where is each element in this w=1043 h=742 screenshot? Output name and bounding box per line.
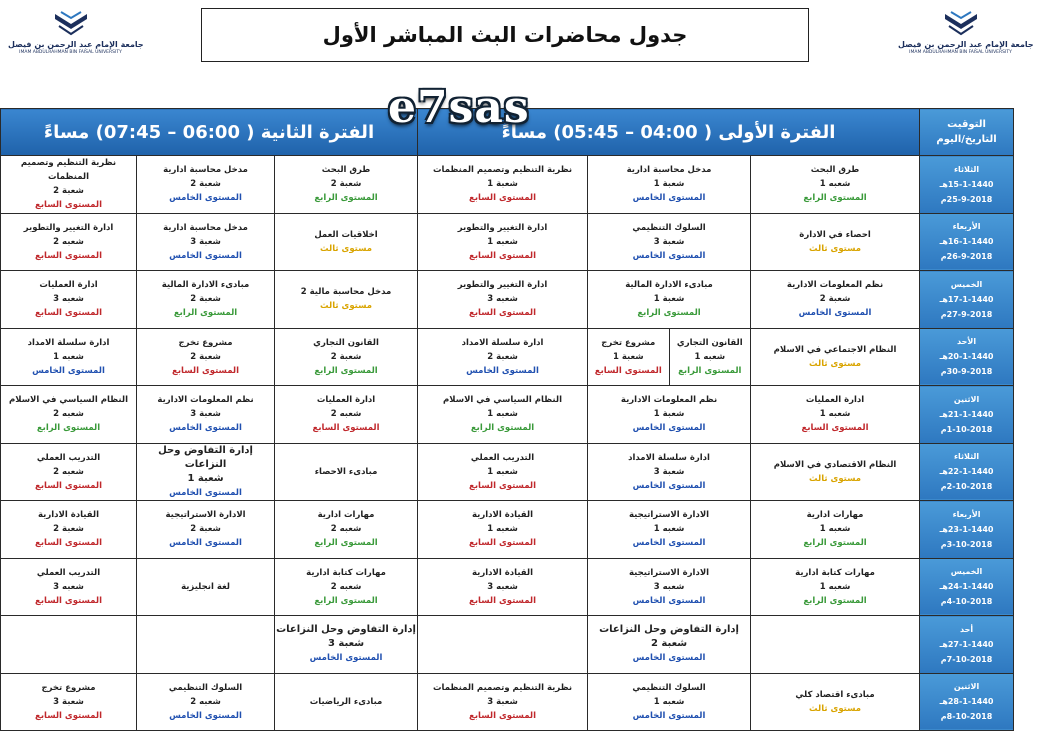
course-level: المستوى الرابع xyxy=(678,365,742,376)
day-hijri: 20-1-1440هـ xyxy=(939,352,994,362)
course-name: مدخل محاسبة مالية 2 xyxy=(300,287,392,298)
course-name: القانون التجاري xyxy=(676,337,743,348)
course-level: المستوى الخامس xyxy=(32,365,105,376)
course-name: إدارة التفاوض وحل النزاعات xyxy=(599,624,739,636)
course-level: المستوى السابع xyxy=(469,595,536,606)
course-cell xyxy=(275,386,418,444)
university-emblem-icon xyxy=(941,10,981,36)
course-name: التدريب العملي xyxy=(36,567,101,578)
course-cell xyxy=(588,501,751,559)
day-hijri: 23-1-1440هـ xyxy=(939,524,994,534)
course-level: المستوى الرابع xyxy=(637,308,701,319)
course-level: المستوى السابع xyxy=(801,423,869,434)
course-section: شعبة 3 xyxy=(653,236,685,247)
course-cell xyxy=(588,673,751,731)
course-section: شعبة 1 xyxy=(653,294,685,305)
course-section: شعبه 2 xyxy=(330,581,362,592)
course-level: مستوى ثالث xyxy=(320,301,373,312)
course-cell xyxy=(1,501,137,559)
course-name: إدارة التفاوض وحل النزاعات xyxy=(276,624,416,636)
course-level: المستوى الخامس xyxy=(798,308,872,319)
course-section: شعبة 3 xyxy=(487,696,518,707)
course-section: شعبة 2 xyxy=(330,179,362,190)
course-level: المستوى السابع xyxy=(35,250,102,261)
course-name: نظرية التنظيم وتصميم المنظمات xyxy=(20,158,117,183)
day-name: الثلاثاء xyxy=(953,452,980,462)
course-cell xyxy=(137,386,275,444)
course-cell xyxy=(751,673,920,731)
course-cell xyxy=(1,386,137,444)
course-level: المستوى الرابع xyxy=(803,193,867,204)
course-cell xyxy=(418,558,588,616)
course-level: مستوى ثالث xyxy=(809,703,862,714)
course-level: المستوى الخامس xyxy=(169,250,242,261)
split-cell xyxy=(588,329,750,386)
course-name: طرق البحث xyxy=(321,165,371,176)
course-cell xyxy=(751,271,920,329)
course-section: شعبة 1 xyxy=(653,409,685,420)
period-2-header: الفترة الثانية ( 06:00 – 07:45) مساءً xyxy=(1,109,418,156)
course-name: مبادىء الرياضيات xyxy=(309,696,383,707)
day-name: الاثنين xyxy=(953,682,980,692)
course-section: شعبه 1 xyxy=(819,409,851,420)
day-name: الخميس xyxy=(950,279,983,289)
course-cell xyxy=(418,443,588,501)
course-level: المستوى السابع xyxy=(35,595,102,606)
day-cell xyxy=(920,271,1014,329)
course-section: شعبه 2 xyxy=(330,409,362,420)
course-name: ادارة سلسلة الامداد xyxy=(461,337,544,348)
day-greg: 1-10-2018م xyxy=(940,424,993,434)
course-name: نظرية التنظيم وتصميم المنظمات xyxy=(432,682,573,693)
course-section: شعبه 1 xyxy=(487,409,518,420)
table-row xyxy=(1,616,1014,674)
day-greg: 7-10-2018م xyxy=(940,654,993,664)
day-greg: 27-9-2018م xyxy=(940,309,993,319)
course-level: مستوى ثالث xyxy=(320,243,373,254)
day-greg: 30-9-2018م xyxy=(940,367,993,377)
university-logo-right xyxy=(898,10,1034,60)
logo-name-en: IMAM ABDULRAHMAN BIN FAISAL UNIVERSITY xyxy=(909,50,1012,55)
course-cell xyxy=(588,328,751,386)
day-cell xyxy=(920,213,1014,271)
course-name: نظم المعلومات الادارية xyxy=(157,395,254,406)
course-cell xyxy=(418,673,588,731)
course-name: ادارة العمليات xyxy=(805,395,865,406)
course-section: شعبه 2 xyxy=(53,409,84,420)
course-level: المستوى الخامس xyxy=(169,423,242,434)
university-logo-left xyxy=(8,10,144,60)
course-cell xyxy=(275,213,418,271)
course-cell xyxy=(1,271,137,329)
day-name: الثلاثاء xyxy=(953,164,980,174)
course-section: شعبة 2 xyxy=(190,294,221,305)
day-hijri: 27-1-1440هـ xyxy=(939,639,994,649)
day-greg: 26-9-2018م xyxy=(940,252,993,262)
course-cell xyxy=(418,213,588,271)
course-name: الادارة الاستراتيجية xyxy=(628,510,710,521)
course-cell xyxy=(137,558,275,616)
course-cell xyxy=(1,673,137,731)
course-section: شعبة 1 xyxy=(653,179,685,190)
course-section: شعبه 1 xyxy=(487,466,518,477)
day-name: الأحد xyxy=(956,337,977,347)
course-name: القيادة الادارية xyxy=(472,567,534,578)
course-cell xyxy=(751,386,920,444)
page-title: جدول محاضرات البث المباشر الأول xyxy=(201,8,809,62)
course-cell xyxy=(418,328,588,386)
course-section: شعبه 1 xyxy=(653,696,685,707)
day-greg: 25-9-2018م xyxy=(940,194,993,204)
course-cell xyxy=(751,328,920,386)
day-cell xyxy=(920,443,1014,501)
course-section: شعبة 2 xyxy=(330,351,362,362)
course-section: شعبة 1 xyxy=(612,351,644,362)
course-cell xyxy=(137,213,275,271)
course-name: نظم المعلومات الادارية xyxy=(786,280,884,291)
course-section: شعبة 3 xyxy=(653,466,685,477)
course-level: المستوى السابع xyxy=(469,193,536,204)
course-cell xyxy=(588,558,751,616)
course-name: الادارة الاستراتيجية xyxy=(628,567,710,578)
course-cell xyxy=(588,443,751,501)
course-section: شعبة 1 xyxy=(487,179,518,190)
course-level: مستوى ثالث xyxy=(809,473,862,484)
day-name: الخميس xyxy=(950,567,983,577)
course-section: شعبه 3 xyxy=(653,581,685,592)
course-level: المستوى الرابع xyxy=(803,595,867,606)
course-section: شعبة 1 xyxy=(187,472,224,484)
day-greg: 3-10-2018م xyxy=(940,539,993,549)
course-cell xyxy=(275,501,418,559)
course-name: طرق البحث xyxy=(810,165,860,176)
course-cell xyxy=(588,616,751,674)
course-name: مدخل محاسبة ادارية xyxy=(163,222,248,233)
course-level: المستوى السابع xyxy=(35,480,102,491)
course-name: النظام الاجتماعي في الاسلام xyxy=(773,344,897,355)
course-section: شعبه 1 xyxy=(694,351,726,362)
course-section: شعبه 3 xyxy=(487,581,518,592)
course-section: شعبة 3 xyxy=(327,638,365,650)
course-level: المستوى الرابع xyxy=(470,423,535,434)
period-1-header: الفترة الأولى ( 04:00 – 05:45) مساءً xyxy=(418,109,920,156)
course-level: المستوى الخامس xyxy=(632,538,706,549)
course-section: شعبة 2 xyxy=(650,638,688,650)
course-level: المستوى الرابع xyxy=(314,193,378,204)
course-name: التدريب العملي xyxy=(470,452,535,463)
split-part xyxy=(588,329,670,386)
course-cell xyxy=(275,328,418,386)
course-level: المستوى الخامس xyxy=(632,480,706,491)
course-cell xyxy=(275,271,418,329)
course-cell xyxy=(137,501,275,559)
course-name: السلوك التنظيمي xyxy=(168,682,243,693)
course-level: المستوى الرابع xyxy=(803,538,867,549)
watermark: e7sas xyxy=(388,82,530,133)
course-name: ادارة سلسلة الامداد xyxy=(27,337,110,348)
course-section: شعبه 1 xyxy=(487,524,518,535)
course-name: مهارات كتابة ادارية xyxy=(306,567,386,578)
split-part xyxy=(670,329,751,386)
course-level: المستوى الخامس xyxy=(169,193,242,204)
course-level: المستوى الرابع xyxy=(173,308,238,319)
course-name: مشروع تخرج xyxy=(178,337,233,348)
course-cell xyxy=(1,443,137,501)
course-section: شعبة 3 xyxy=(53,696,84,707)
course-level: المستوى الخامس xyxy=(632,710,706,721)
course-cell xyxy=(588,156,751,214)
course-cell xyxy=(751,558,920,616)
course-name: التدريب العملي xyxy=(36,452,101,463)
course-section: شعبة 2 xyxy=(819,294,851,305)
date-day-label: التاريخ/اليوم xyxy=(936,134,997,145)
course-level: المستوى السابع xyxy=(469,250,536,261)
course-level: المستوى الرابع xyxy=(314,365,378,376)
course-cell xyxy=(275,616,418,674)
day-cell xyxy=(920,328,1014,386)
course-section: شعبه 3 xyxy=(53,294,84,305)
course-name: مبادىء الادارة المالية xyxy=(625,280,713,291)
course-level: المستوى الخامس xyxy=(632,193,706,204)
day-cell xyxy=(920,501,1014,559)
course-cell xyxy=(137,328,275,386)
day-hijri: 16-1-1440هـ xyxy=(939,237,994,247)
table-row xyxy=(1,156,1014,214)
day-column-header xyxy=(920,109,1014,156)
day-greg: 2-10-2018م xyxy=(940,482,993,492)
course-section: شعبة 3 xyxy=(190,236,221,247)
course-name: ادارة التغيير والتطوير xyxy=(457,280,548,291)
course-cell xyxy=(418,156,588,214)
course-cell xyxy=(137,156,275,214)
day-hijri: 15-1-1440هـ xyxy=(939,179,994,189)
course-name: مشروع تخرج xyxy=(41,682,96,693)
course-name: مشروع تخرج xyxy=(601,337,656,348)
logo-name-en: IMAM ABDULRAHMAN BIN FAISAL UNIVERSITY xyxy=(19,50,122,55)
course-name: النظام السياسي في الاسلام xyxy=(443,395,563,406)
course-level: المستوى الخامس xyxy=(632,595,706,606)
course-cell xyxy=(418,616,588,674)
day-hijri: 17-1-1440هـ xyxy=(939,294,994,304)
day-cell xyxy=(920,673,1014,731)
course-name: النظام الاقتصادي في الاسلام xyxy=(773,459,897,470)
course-section: شعبه 1 xyxy=(487,236,518,247)
course-cell xyxy=(275,443,418,501)
day-greg: 8-10-2018م xyxy=(940,712,993,722)
course-cell xyxy=(588,386,751,444)
course-name: مبادىء الادارة المالية xyxy=(161,280,250,291)
course-level: المستوى السابع xyxy=(469,538,536,549)
course-level: المستوى السابع xyxy=(35,308,102,319)
course-name: ادارة سلسلة الامداد xyxy=(628,452,710,463)
day-hijri: 22-1-1440هـ xyxy=(939,467,994,477)
course-section: شعبه 2 xyxy=(53,466,84,477)
course-cell xyxy=(1,156,137,214)
table-row xyxy=(1,271,1014,329)
course-cell xyxy=(751,443,920,501)
timing-label: التوقيت xyxy=(947,119,986,130)
course-level: المستوى السابع xyxy=(35,710,102,721)
day-cell xyxy=(920,156,1014,214)
course-level: المستوى الرابع xyxy=(314,595,378,606)
table-row xyxy=(1,213,1014,271)
day-name: الأربعاء xyxy=(952,222,981,232)
course-name: اخلاقيات العمل xyxy=(314,229,378,240)
course-name: احصاء في الادارة xyxy=(799,229,871,240)
course-cell xyxy=(275,673,418,731)
course-cell xyxy=(751,501,920,559)
day-name: الاثنين xyxy=(953,394,980,404)
course-name: مبادىء اقتصاد كلي xyxy=(795,689,875,700)
course-level: المستوى السابع xyxy=(469,480,536,491)
course-section: شعبه 1 xyxy=(653,524,685,535)
course-cell xyxy=(418,271,588,329)
day-hijri: 24-1-1440هـ xyxy=(939,582,994,592)
course-section: شعبة 3 xyxy=(190,409,221,420)
course-cell xyxy=(275,156,418,214)
course-cell xyxy=(588,271,751,329)
day-name: أحد xyxy=(959,624,974,634)
course-name: مهارات ادارية xyxy=(806,510,864,521)
course-section: شعبة 2 xyxy=(53,186,84,197)
course-level: المستوى الخامس xyxy=(169,710,242,721)
course-section: شعبة 2 xyxy=(487,351,518,362)
day-greg: 4-10-2018م xyxy=(940,597,993,607)
course-section: شعبه 1 xyxy=(819,179,851,190)
course-level: المستوى الرابع xyxy=(36,423,101,434)
course-level: المستوى الخامس xyxy=(169,487,242,498)
course-name: مهارات كتابة ادارية xyxy=(795,567,875,578)
course-level: المستوى الخامس xyxy=(309,653,383,664)
course-cell xyxy=(1,213,137,271)
course-level: المستوى الخامس xyxy=(466,365,539,376)
course-level: المستوى الخامس xyxy=(632,250,706,261)
course-name: القانون التجاري xyxy=(313,337,379,348)
table-row xyxy=(1,673,1014,731)
course-cell xyxy=(751,156,920,214)
course-level: المستوى السابع xyxy=(35,200,102,211)
course-name: القيادة الادارية xyxy=(38,510,99,521)
course-name: مبادىء الاحصاء xyxy=(314,466,378,477)
course-name: لغة انجليزية xyxy=(181,581,230,592)
course-section: شعبه 3 xyxy=(53,581,84,592)
course-level: المستوى السابع xyxy=(469,710,536,721)
course-cell xyxy=(418,386,588,444)
course-name: إدارة التفاوض وحل النزاعات xyxy=(158,444,253,470)
course-level: المستوى الرابع xyxy=(314,538,378,549)
table-row xyxy=(1,501,1014,559)
course-name: السلوك التنظيمي xyxy=(632,222,706,233)
course-level: المستوى السابع xyxy=(594,365,662,376)
course-name: نظم المعلومات الادارية xyxy=(620,395,718,406)
course-cell xyxy=(137,271,275,329)
course-section: شعبة 2 xyxy=(190,524,221,535)
course-name: ادارة العمليات xyxy=(39,280,98,291)
course-name: ادارة العمليات xyxy=(316,395,376,406)
course-section: شعبه 2 xyxy=(53,236,84,247)
course-cell xyxy=(1,328,137,386)
course-cell xyxy=(588,213,751,271)
course-cell xyxy=(137,443,275,501)
table-row xyxy=(1,558,1014,616)
course-name: ادارة التغيير والتطوير xyxy=(23,222,114,233)
course-level: المستوى السابع xyxy=(469,308,536,319)
table-row xyxy=(1,328,1014,386)
table-row xyxy=(1,443,1014,501)
course-section: شعبه 1 xyxy=(819,524,851,535)
logo-name-ar: جامعة الإمام عبد الرحمن بن فيصل xyxy=(8,40,144,49)
course-section: شعبة 2 xyxy=(190,179,221,190)
course-level: المستوى السابع xyxy=(172,365,239,376)
course-section: شعبه 2 xyxy=(190,696,221,707)
day-hijri: 28-1-1440هـ xyxy=(939,697,994,707)
course-section: شعبة 2 xyxy=(53,524,84,535)
course-section: شعبة 2 xyxy=(190,351,221,362)
course-name: مدخل محاسبة ادارية xyxy=(626,165,712,176)
course-level: المستوى الخامس xyxy=(169,538,242,549)
course-level: المستوى السابع xyxy=(35,538,102,549)
course-section: شعبه 1 xyxy=(53,351,84,362)
course-name: الادارة الاستراتيجية xyxy=(165,510,246,521)
day-hijri: 21-1-1440هـ xyxy=(939,409,994,419)
course-section: شعبه 1 xyxy=(819,581,851,592)
schedule-table xyxy=(0,108,1014,731)
course-section: شعبه 2 xyxy=(330,524,362,535)
course-name: مدخل محاسبة ادارية xyxy=(163,165,248,176)
course-cell xyxy=(751,616,920,674)
course-name: النظام السياسي في الاسلام xyxy=(9,395,128,406)
course-name: السلوك التنظيمي xyxy=(632,682,706,693)
course-name: ادارة التغيير والتطوير xyxy=(457,222,548,233)
course-cell xyxy=(1,616,137,674)
logo-name-ar: جامعة الإمام عبد الرحمن بن فيصل xyxy=(898,40,1034,49)
course-cell xyxy=(1,558,137,616)
day-cell xyxy=(920,616,1014,674)
course-level: المستوى الخامس xyxy=(632,653,706,664)
course-cell xyxy=(137,616,275,674)
course-level: مستوى ثالث xyxy=(809,243,862,254)
course-section: شعبه 3 xyxy=(487,294,518,305)
course-cell xyxy=(275,558,418,616)
course-level: المستوى الخامس xyxy=(632,423,706,434)
course-name: مهارات ادارية xyxy=(317,510,375,521)
day-name: الأربعاء xyxy=(952,509,981,519)
course-name: نظرية التنظيم وتصميم المنظمات xyxy=(432,165,573,176)
day-cell xyxy=(920,386,1014,444)
course-level: المستوى السابع xyxy=(312,423,380,434)
course-cell xyxy=(418,501,588,559)
course-name: القيادة الادارية xyxy=(472,510,534,521)
course-cell xyxy=(137,673,275,731)
course-cell xyxy=(751,213,920,271)
university-emblem-icon xyxy=(51,10,91,36)
day-cell xyxy=(920,558,1014,616)
course-level: مستوى ثالث xyxy=(809,358,862,369)
table-row xyxy=(1,386,1014,444)
